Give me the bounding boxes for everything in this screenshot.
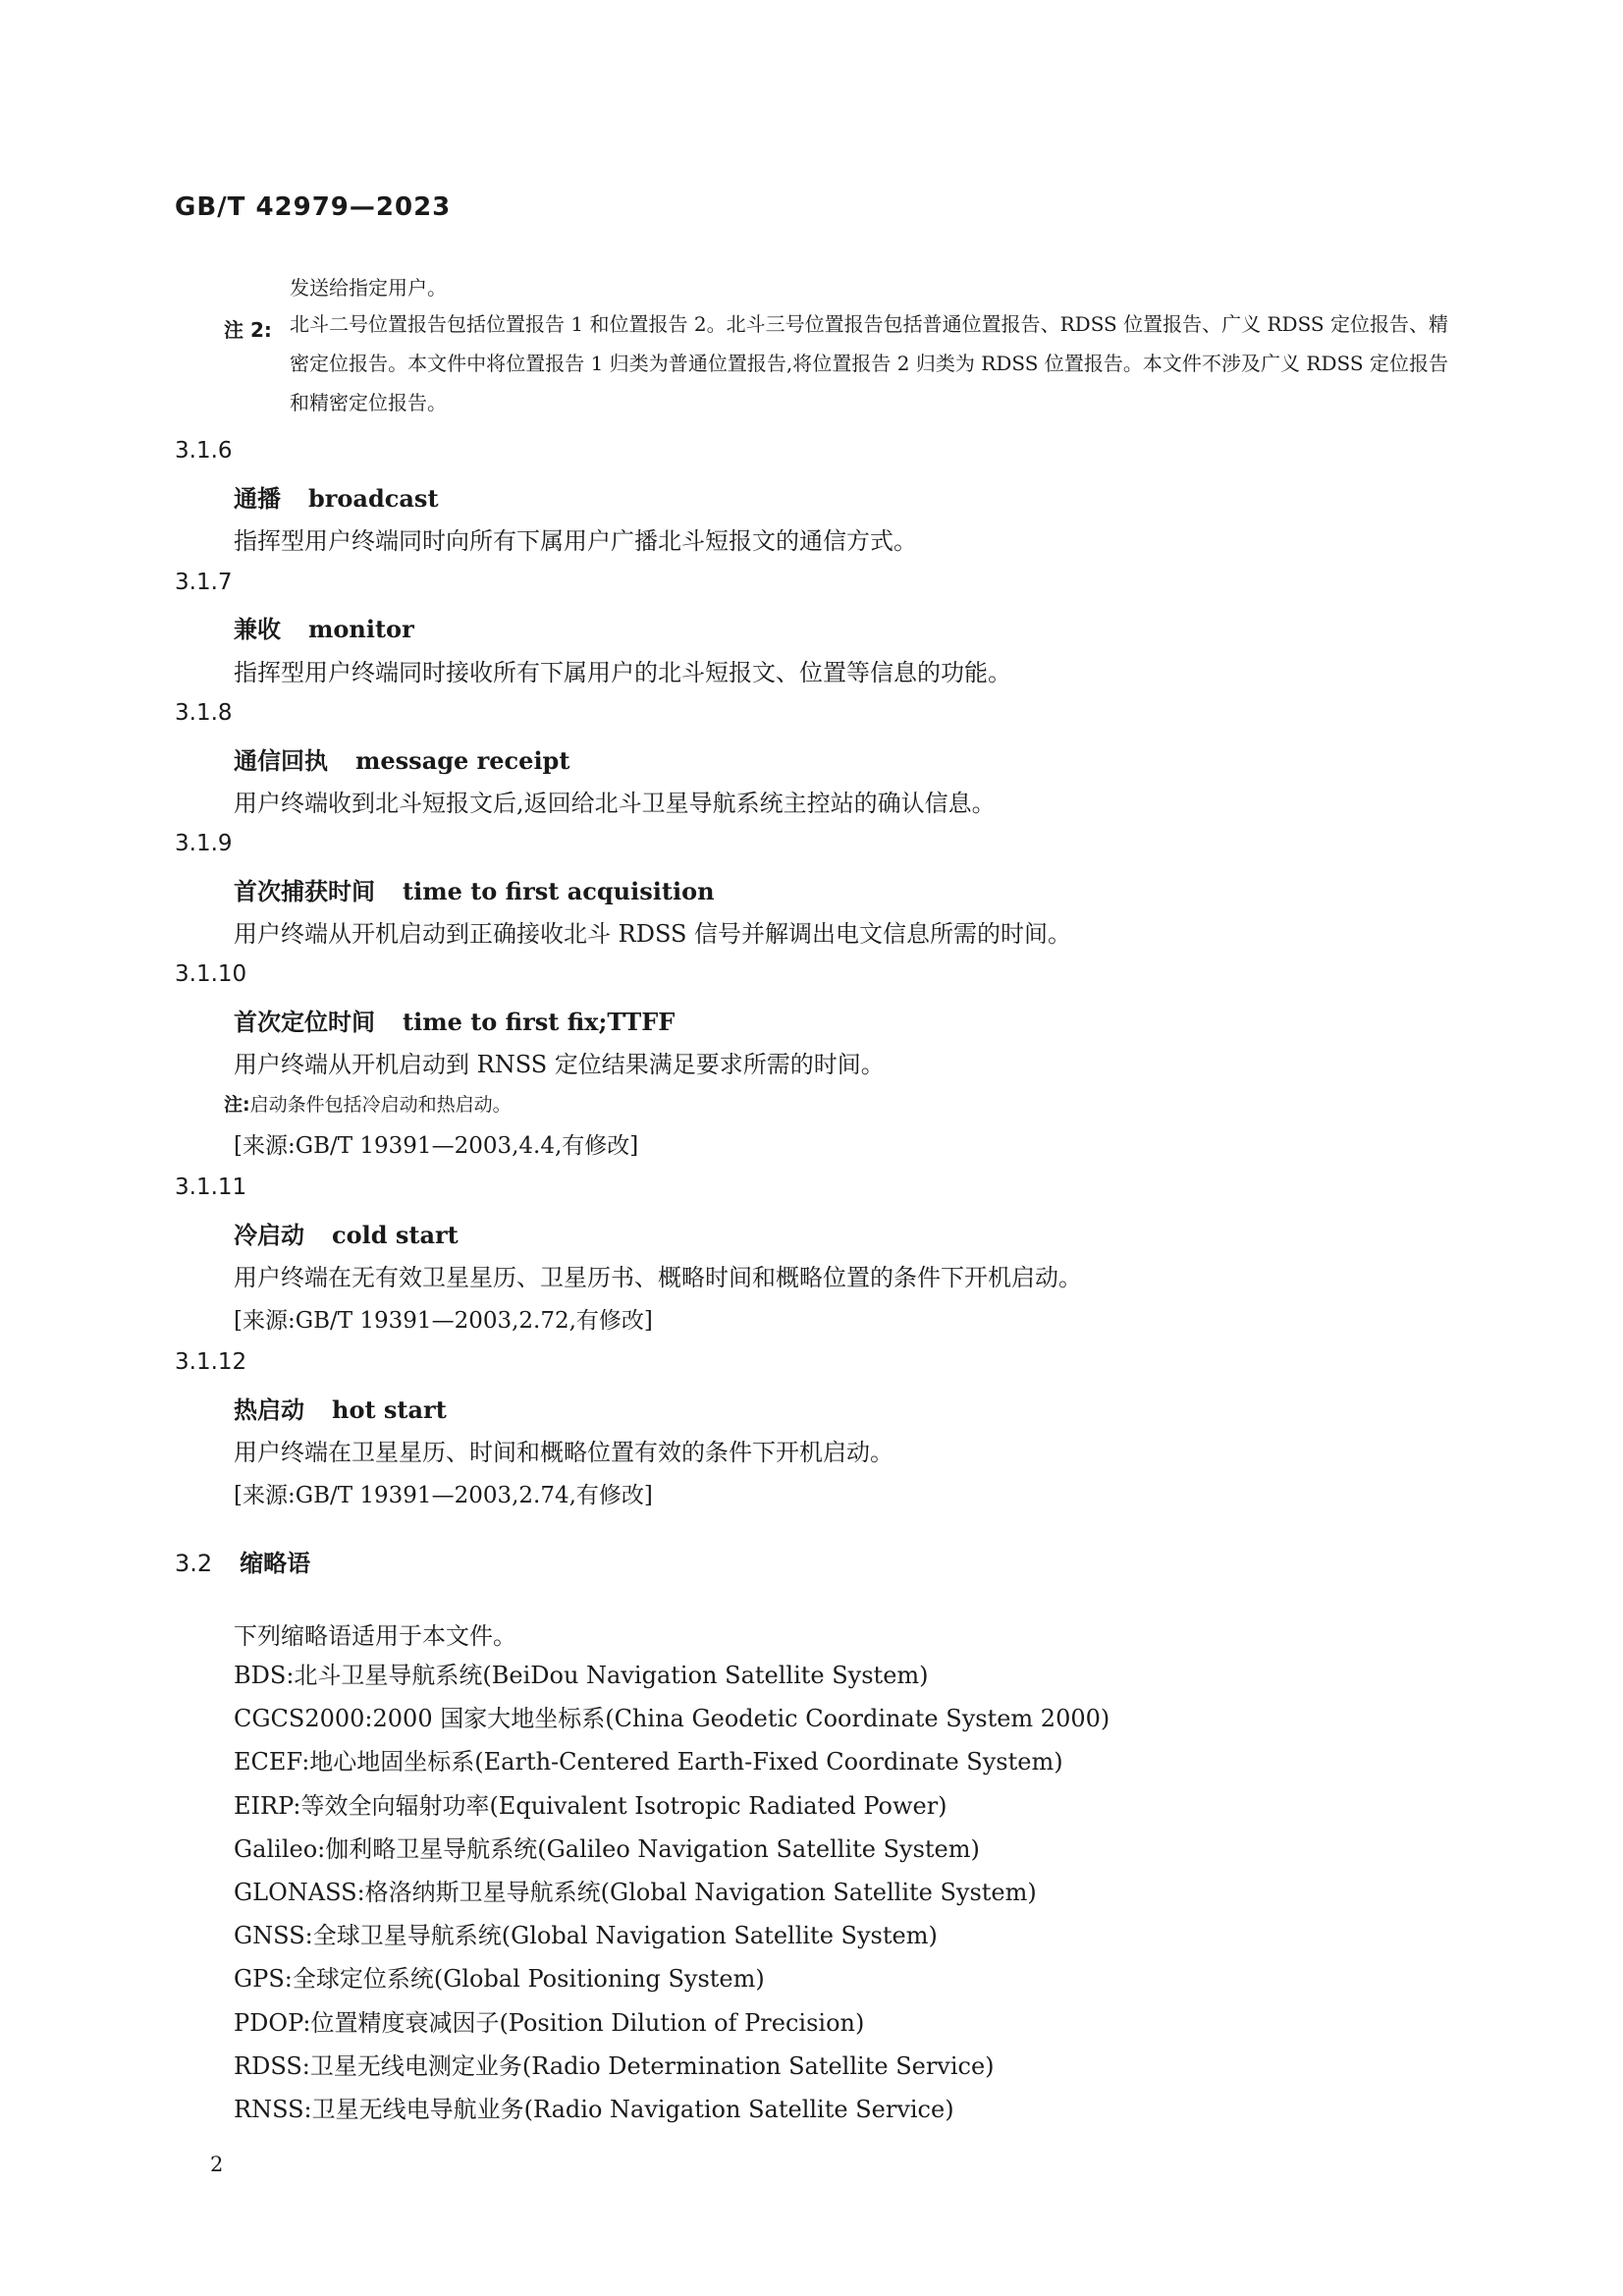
term-definition: 指挥型用户终端同时向所有下属用户广播北斗短报文的通信方式。 xyxy=(234,527,917,555)
abbreviation-item: PDOP:位置精度衰减因子(Position Dilution of Precision) xyxy=(234,2008,865,2037)
abbreviation-item: EIRP:等效全向辐射功率(Equivalent Isotropic Radiated Power) xyxy=(234,1791,947,1820)
term-note-text: 启动条件包括冷启动和热启动。 xyxy=(249,1094,512,1116)
term-en: time to first acquisition xyxy=(403,877,715,905)
term-heading xyxy=(234,1391,447,1425)
term-source: [来源:GB/T 19391—2003,2.74,有修改] xyxy=(234,1483,653,1508)
section-title: 缩略语 xyxy=(240,1550,311,1577)
term-en: monitor xyxy=(308,615,414,643)
abbreviation-item: GNSS:全球卫星导航系统(Global Navigation Satellite System) xyxy=(234,1922,938,1950)
term-number: 3.1.9 xyxy=(175,831,233,856)
abbreviation-item: RDSS:卫星无线电测定业务(Radio Determination Satellite Service) xyxy=(234,2051,995,2080)
abbreviation-item: GLONASS:格洛纳斯卫星导航系统(Global Navigation Satellite System) xyxy=(234,1878,1037,1906)
term-heading xyxy=(234,1216,459,1250)
term-heading xyxy=(234,479,439,514)
term-en: cold start xyxy=(332,1221,459,1249)
note-2-label: 注 2: xyxy=(224,318,272,342)
term-heading xyxy=(234,741,569,776)
term-definition: 用户终端从开机启动到正确接收北斗 RDSS 信号并解调出电文信息所需的时间。 xyxy=(234,920,1072,948)
term-definition: 用户终端在无有效卫星星历、卫星历书、概略时间和概略位置的条件下开机启动。 xyxy=(234,1264,1082,1291)
document-header-id: GB/T 42979—2023 xyxy=(175,192,452,222)
term-zh: 冷启动 xyxy=(234,1222,304,1249)
term-source: [来源:GB/T 19391—2003,4.4,有修改] xyxy=(234,1133,639,1159)
term-definition: 用户终端在卫星星历、时间和概略位置有效的条件下开机启动。 xyxy=(234,1439,893,1466)
term-en: time to first fix;TTFF xyxy=(403,1008,676,1036)
abbreviation-list xyxy=(234,1661,1109,2138)
term-note xyxy=(224,1090,512,1117)
term-definition: 用户终端收到北斗短报文后,返回给北斗卫星导航系统主控站的确认信息。 xyxy=(234,790,996,817)
page-number: 2 xyxy=(210,2153,224,2176)
term-number: 3.1.8 xyxy=(175,700,233,726)
term-zh: 首次捕获时间 xyxy=(234,878,375,905)
abbreviation-item: BDS:北斗卫星导航系统(BeiDou Navigation Satellite System) xyxy=(234,1662,929,1689)
term-en: hot start xyxy=(332,1395,447,1424)
abbreviation-item: ECEF:地心地固坐标系(Earth-Centered Earth-Fixed Coordinate System) xyxy=(234,1748,1063,1777)
term-number: 3.1.11 xyxy=(175,1175,247,1200)
term-zh: 兼收 xyxy=(234,616,281,643)
abbreviation-item: Galileo:伽利略卫星导航系统(Galileo Navigation Satellite System) xyxy=(234,1834,980,1863)
term-heading xyxy=(234,1003,675,1037)
term-zh: 热启动 xyxy=(234,1396,304,1424)
term-zh: 通信回执 xyxy=(234,747,328,775)
term-en: broadcast xyxy=(308,484,439,513)
note-2-text: 北斗二号位置报告包括位置报告 1 和位置报告 2。北斗三号位置报告包括普通位置报告、RDSS 位置报告、广义 RDSS 定位报告、精密定位报告。本文件中将位置报告 1 归类为普通位置报告,将位置报告 2 归类为 RDSS 位置报告。本文件不涉及广义 RDSS 定位报告和精密定位报告。 xyxy=(290,312,1448,414)
term-definition: 指挥型用户终端同时接收所有下属用户的北斗短报文、位置等信息的功能。 xyxy=(234,659,1011,686)
term-heading xyxy=(234,610,414,644)
section-intro: 下列缩略语适用于本文件。 xyxy=(234,1622,516,1650)
section-number: 3.2 xyxy=(175,1550,213,1577)
term-en: message receipt xyxy=(355,746,570,775)
section-heading xyxy=(175,1544,310,1578)
abbreviation-item: GPS:全球定位系统(Global Positioning System) xyxy=(234,1965,765,1994)
term-definition: 用户终端从开机启动到 RNSS 定位结果满足要求所需的时间。 xyxy=(234,1051,885,1078)
note-1-continuation: 发送给指定用户。 xyxy=(290,276,447,300)
term-zh: 通播 xyxy=(234,485,281,513)
term-source: [来源:GB/T 19391—2003,2.72,有修改] xyxy=(234,1308,653,1334)
term-number: 3.1.10 xyxy=(175,961,247,987)
term-number: 3.1.12 xyxy=(175,1349,247,1375)
term-note-label: 注: xyxy=(224,1094,250,1116)
term-number: 3.1.7 xyxy=(175,570,233,595)
term-number: 3.1.6 xyxy=(175,438,233,464)
abbreviation-item: CGCS2000:2000 国家大地坐标系(China Geodetic Coordinate System 2000) xyxy=(234,1705,1110,1733)
abbreviation-item: RNSS:卫星无线电导航业务(Radio Navigation Satellite Service) xyxy=(234,2095,954,2123)
term-heading xyxy=(234,872,715,906)
term-zh: 首次定位时间 xyxy=(234,1009,375,1036)
